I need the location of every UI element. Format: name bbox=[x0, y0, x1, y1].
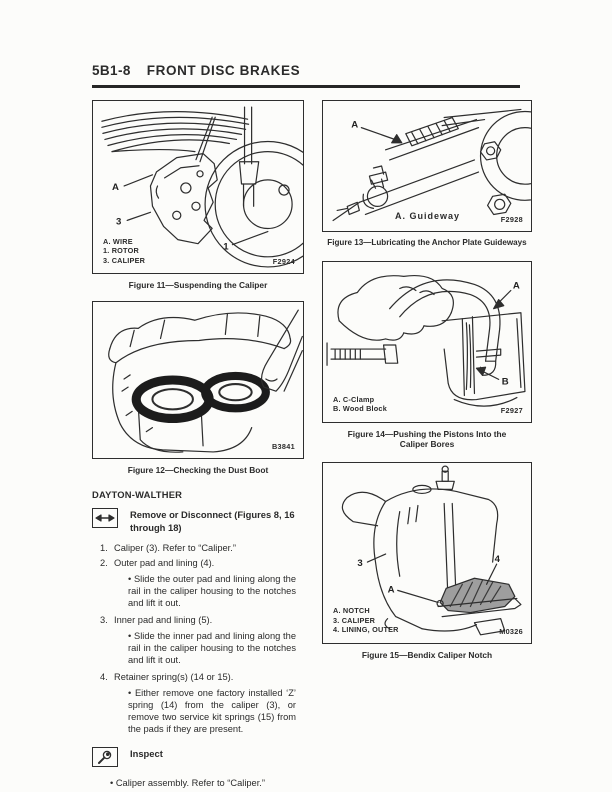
step-4 bbox=[100, 671, 304, 683]
step-3-bullet: • Slide the inner pad and lining along the rail in the caliper housing to the notches and lift it out. bbox=[128, 630, 296, 666]
legend-line: A. WIRE bbox=[103, 236, 133, 246]
callout-a: A bbox=[512, 279, 520, 291]
page-header bbox=[92, 62, 520, 88]
double-arrow-icon bbox=[92, 508, 118, 528]
fig12-caption: Figure 12—Checking the Dust Boot bbox=[127, 464, 269, 475]
callout-b: B bbox=[501, 375, 509, 387]
callout-a: A bbox=[112, 182, 119, 194]
left-column bbox=[92, 100, 304, 789]
inspect-row bbox=[92, 747, 304, 767]
subsection-heading: DAYTON-WALTHER bbox=[92, 489, 183, 500]
inspect-bullet: • Caliper assembly. Refer to “Caliper.” bbox=[110, 777, 304, 789]
legend-line: A. NOTCH bbox=[333, 606, 370, 615]
section-code: 5B1-8 bbox=[92, 63, 131, 78]
step-4-bullet: • Either remove one factory installed ‘Z’ spring (14) from the caliper (3), or remove two service kit springs (15) from the pads if they are present. bbox=[128, 687, 296, 735]
fig13-inline-label: A. Guideway bbox=[395, 211, 461, 221]
fig14-legend bbox=[333, 395, 387, 414]
procedure-steps bbox=[92, 542, 304, 735]
legend-line: 1. ROTOR bbox=[103, 246, 139, 255]
callout-1: 1 bbox=[223, 241, 229, 253]
fig13-caption: Figure 13—Lubricating the Anchor Plate Guideways bbox=[327, 238, 527, 247]
step-number: 4. bbox=[100, 672, 108, 682]
step-text: Inner pad and lining (5). bbox=[114, 615, 213, 625]
figure-15-box bbox=[322, 462, 532, 644]
fig15-legend bbox=[333, 606, 399, 635]
legend-line: 4. LINING, OUTER bbox=[333, 625, 399, 634]
step-2-bullet: • Slide the outer pad and lining along the rail in the caliper housing to the notches and lift it out. bbox=[128, 573, 296, 609]
step-number: 3. bbox=[100, 615, 108, 625]
figure-12-box bbox=[92, 301, 304, 459]
fig12-code: B3841 bbox=[271, 441, 295, 451]
legend-line: 3. CALIPER bbox=[333, 615, 376, 625]
fig14-caption bbox=[322, 429, 532, 450]
remove-disconnect-row bbox=[92, 508, 304, 534]
fig13-code: F2928 bbox=[500, 215, 523, 224]
fig11-caption: Figure 11—Suspending the Caliper bbox=[128, 280, 268, 290]
fig15-code: M0326 bbox=[499, 626, 523, 636]
callout-a: A bbox=[351, 119, 359, 131]
right-column bbox=[322, 100, 532, 660]
step-text: Caliper (3). Refer to “Caliper.” bbox=[114, 543, 236, 553]
step-3 bbox=[100, 614, 304, 626]
magnifier-icon bbox=[92, 747, 118, 767]
fig15-caption: Figure 15—Bendix Caliper Notch bbox=[361, 649, 493, 660]
callout-4: 4 bbox=[494, 553, 500, 565]
legend-line: 3. CALIPER bbox=[103, 255, 146, 265]
fig14-code: F2927 bbox=[500, 405, 523, 415]
callout-a: A bbox=[387, 583, 395, 595]
inspect-label: Inspect bbox=[130, 748, 163, 759]
step-1 bbox=[100, 542, 304, 554]
step-2 bbox=[100, 557, 304, 569]
fig11-code: F2924 bbox=[272, 257, 295, 266]
fig11-legend bbox=[103, 237, 145, 266]
figure-14-box bbox=[322, 261, 532, 423]
step-number: 1. bbox=[100, 543, 108, 553]
step-text: Outer pad and lining (4). bbox=[114, 558, 215, 568]
figure-13-box bbox=[322, 100, 532, 232]
step-number: 2. bbox=[100, 558, 108, 568]
page-title: FRONT DISC BRAKES bbox=[146, 63, 301, 78]
step-text: Retainer spring(s) (14 or 15). bbox=[114, 672, 234, 682]
fig12-illustration bbox=[93, 302, 303, 458]
legend-line: A. C-Clamp bbox=[333, 394, 375, 404]
fig14-caption-line1: Figure 14—Pushing the Pistons Into the bbox=[347, 428, 507, 439]
fig14-caption-line2: Caliper Bores bbox=[399, 439, 455, 449]
callout-3: 3 bbox=[116, 216, 122, 228]
legend-line: B. Wood Block bbox=[333, 404, 387, 413]
callout-3: 3 bbox=[357, 557, 363, 569]
figure-11-box bbox=[92, 100, 304, 274]
remove-disconnect-label: Remove or Disconnect (Figures 8, 16 through 18) bbox=[130, 509, 295, 533]
